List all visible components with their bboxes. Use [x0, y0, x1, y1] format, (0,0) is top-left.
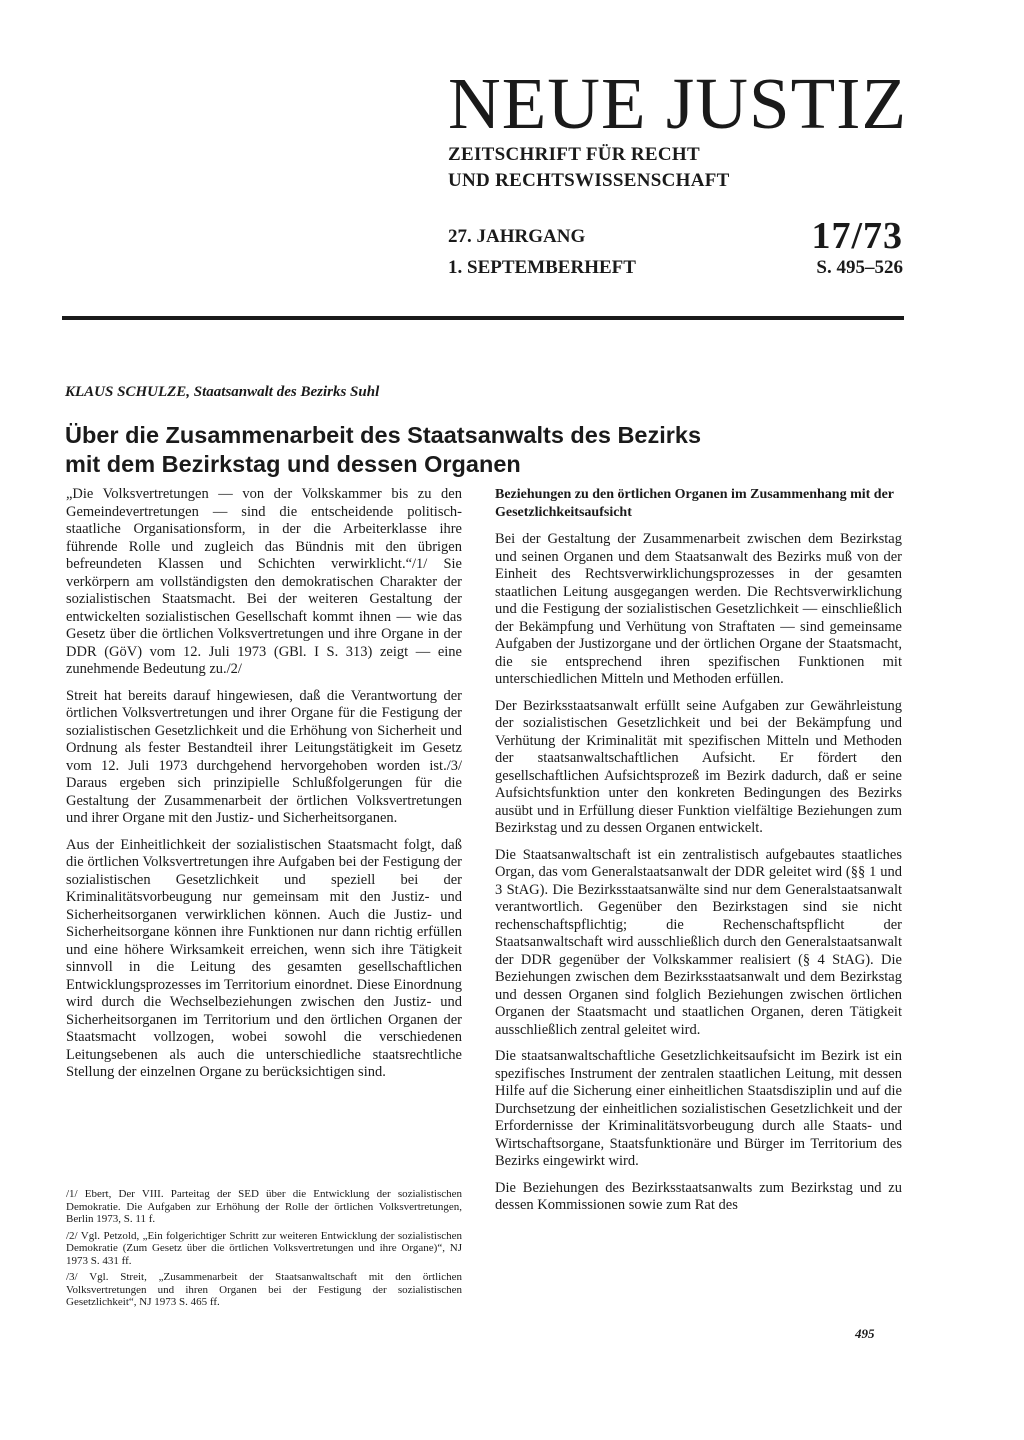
- masthead-divider: [62, 316, 904, 320]
- body-paragraph: Der Bezirksstaatsanwalt erfüllt seine Aufgaben zur Gewährleistung der sozialistischen Gesetzlichkeit und bei der Bekämpfung und Verhütung der Kriminalität mit spezifischen Mitteln und Methoden der staatsanwaltschaftlichen Aufsicht. Er fördert den gesellschaftlichen Aufsichtsprozeß im Bezirk dadurch, daß er seine Aufsichtsfunktion unter den konkreten Bedingungen des Bezirks ausübt und in Erfüllung dieser Funktion vielfältige Beziehungen zum Bezirkstag und zu dessen Organen entwickelt.: [495, 697, 902, 836]
- footnote: /1/ Ebert, Der VIII. Parteitag der SED über die Entwicklung der sozialistischen Demokratie. Die Aufgaben zur Erhöhung der Rolle der örtlichen Volksvertretungen, Berlin 1973, S. 11 f.: [66, 1188, 462, 1225]
- body-paragraph: Die Beziehungen des Bezirksstaatsanwalts zum Bezirkstag und zu dessen Kommissionen sowie zum Rat des: [495, 1179, 902, 1213]
- issue-number: 17/73: [811, 215, 903, 257]
- article-title: Über die Zusammenarbeit des Staatsanwalts des Bezirks mit dem Bezirkstag und dessen Organen: [65, 422, 702, 477]
- page-number: 495: [855, 1326, 875, 1341]
- body-paragraph: Streit hat bereits darauf hingewiesen, daß die Verantwortung der örtlichen Volksvertretungen und ihrer Organe für die Festigung der sozialistischen Gesetzlichkeit und die Erhöhung von Sicherheit und Ordnung als fester Bestandteil ihrer Leitungstätigkeit im Gesetz vom 12. Juli 1973 durchgehend hervorgehoben worden ist./3/ Daraus ergeben sich prinzipielle Schlußfolgerungen für die Gestaltung der Zusammenarbeit der örtlichen Volksvertretungen und ihrer Organe mit den Justiz- und Sicherheitsorganen.: [66, 687, 462, 826]
- body-paragraph: Die staatsanwaltschaftliche Gesetzlichkeitsaufsicht im Bezirk ist ein spezifisches Instrument der zentralen staatlichen Leitung, mit dessen Hilfe auf die Sicherung einer einheitlichen Staatsdisziplin und auf die Durchsetzung der einheitlichen sozialistischen Gesetzlichkeit und der Erfordernisse der Kriminalitätsvorbeugung durch alle Staats- und Wirtschaftsorgane, Staatsfunktionäre und Bürger im Territorium des Bezirks eingewirkt wird.: [495, 1048, 902, 1169]
- journal-subtitle-line1: ZEITSCHRIFT FÜR RECHT: [448, 144, 700, 165]
- body-paragraph: Aus der Einheitlichkeit der sozialistischen Staatsmacht folgt, daß die örtlichen Volksvertretungen ihre Aufgaben bei der Festigung der sozialistischen Gesetzlichkeit und speziell bei der Kriminalitätsvorbeugung nur gemeinsam mit den Justiz- und Sicherheitsorganen verwirklichen können. Auch die Justiz- und Sicherheitsorgane können ihre Funktionen nur dann richtig erfüllen und eine höhere Wirksamkeit erreichen, wenn sich ihre Tätigkeit sinnvoll in die Leitung des gesamten gesellschaftlichen Entwicklungsprozesses im Territorium einordnet. Diese Einordnung wird durch die Wechselbeziehungen zwischen den Justiz- und Sicherheitsorganen im Territorium und den örtlichen Organen der Staatsmacht vollzogen, wobei sowohl die verschiedenen Leitungsebenen als auch die unterschiedliche staatsrechtliche Stellung der einzelnen Organe zu berücksichtigen sind.: [66, 836, 462, 1080]
- issue-name: 1. SEPTEMBERHEFT: [448, 257, 636, 278]
- issue-info-row-1: [448, 215, 903, 262]
- article-author: KLAUS SCHULZE, Staatsanwalt des Bezirks Suhl: [65, 384, 380, 400]
- journal-title: NEUE JUSTIZ: [448, 63, 908, 144]
- masthead: [448, 63, 908, 194]
- journal-subtitle-line2: UND RECHTSWISSENSCHAFT: [448, 170, 730, 191]
- right-column: [495, 486, 902, 1224]
- left-column: [66, 486, 462, 1091]
- body-paragraph: „Die Volksvertretungen — von der Volkskammer bis zu den Gemeindevertretungen — sind die entscheidende politisch-staatliche Organisationsform, in der die Arbeiterklasse ihre führende Rolle und zugleich das Bündnis mit den übrigen befreundeten Klassen und Schichten verwirklicht.“/1/ Sie verkörpern am vollständigsten den demokratischen Charakter der sozialistischen Staatsmacht. Bei der weiteren Gestaltung der entwickelten sozialistischen Gesellschaft kommt ihnen — wie das Gesetz über die örtlichen Volksvertretungen und ihre Organe in der DDR (GöV) vom 12. Juli 1973 (GBl. I S. 313) zeigt — eine zunehmende Bedeutung zu./2/: [66, 486, 462, 677]
- volume-label: 27. JAHRGANG: [448, 226, 586, 247]
- section-heading: Beziehungen zu den örtlichen Organen im Zusammenhang mit der Gesetzlichkeitsaufsicht: [495, 487, 894, 520]
- footnotes: [66, 1188, 462, 1313]
- footnote: /3/ Vgl. Streit, „Zusammenarbeit der Staatsanwaltschaft mit den örtlichen Volksvertretungen und ihren Organen bei der Festigung der sozialistischen Gesetzlichkeit“, NJ 1973 S. 465 ff.: [66, 1271, 462, 1308]
- body-paragraph: Bei der Gestaltung der Zusammenarbeit zwischen dem Bezirkstag und seinen Organen und dem Staatsanwalt des Bezirks muß von der Einheit des Rechtsverwirklichungsprozesses in der gesamten staatlichen Leitung ausgegangen werden. Die Rechtsverwirklichung und die Festigung der sozialistischen Gesetzlichkeit — einschließlich der Bekämpfung und Verhütung von Straftaten — sind gemeinsame Aufgaben der Justizorgane und der örtlichen Organe der Staatsmacht, die sie entsprechend ihren spezifischen Funktionen mit unterschiedlichen Mitteln und Methoden erfüllen.: [495, 531, 902, 687]
- footnote: /2/ Vgl. Petzold, „Ein folgerichtiger Schritt zur weiteren Entwicklung der sozialistischen Demokratie (Zum Gesetz über die örtlichen Volksvertretungen und ihre Organe)“, NJ 1973 S. 431 ff.: [66, 1229, 462, 1267]
- body-paragraph: Die Staatsanwaltschaft ist ein zentralistisch aufgebautes staatliches Organ, das vom Generalstaatsanwalt der DDR geleitet wird (§§ 1 und 3 StAG). Die Bezirksstaatsanwälte sind nur dem Generalstaatsanwalt verantwortlich. Gegenüber den Bezirkstagen sind sie nicht rechenschaftspflichtig; die Rechenschaftspflicht der Staatsanwaltschaft wird ausschließlich durch den Generalstaatsanwalt der DDR gegenüber der Volkskammer realisiert (§ 4 StAG). Die Beziehungen zwischen dem Bezirksstaatsanwalt und dem Bezirkstag und dessen Organen sind folglich Beziehungen zwischen örtlichen Organen der Staatsmacht und staatlichen Organen, deren Tätigkeit ausschließlich zentral geleitet wird.: [495, 846, 902, 1038]
- issue-info-row-2: [448, 257, 903, 283]
- page-range: S. 495–526: [816, 257, 903, 278]
